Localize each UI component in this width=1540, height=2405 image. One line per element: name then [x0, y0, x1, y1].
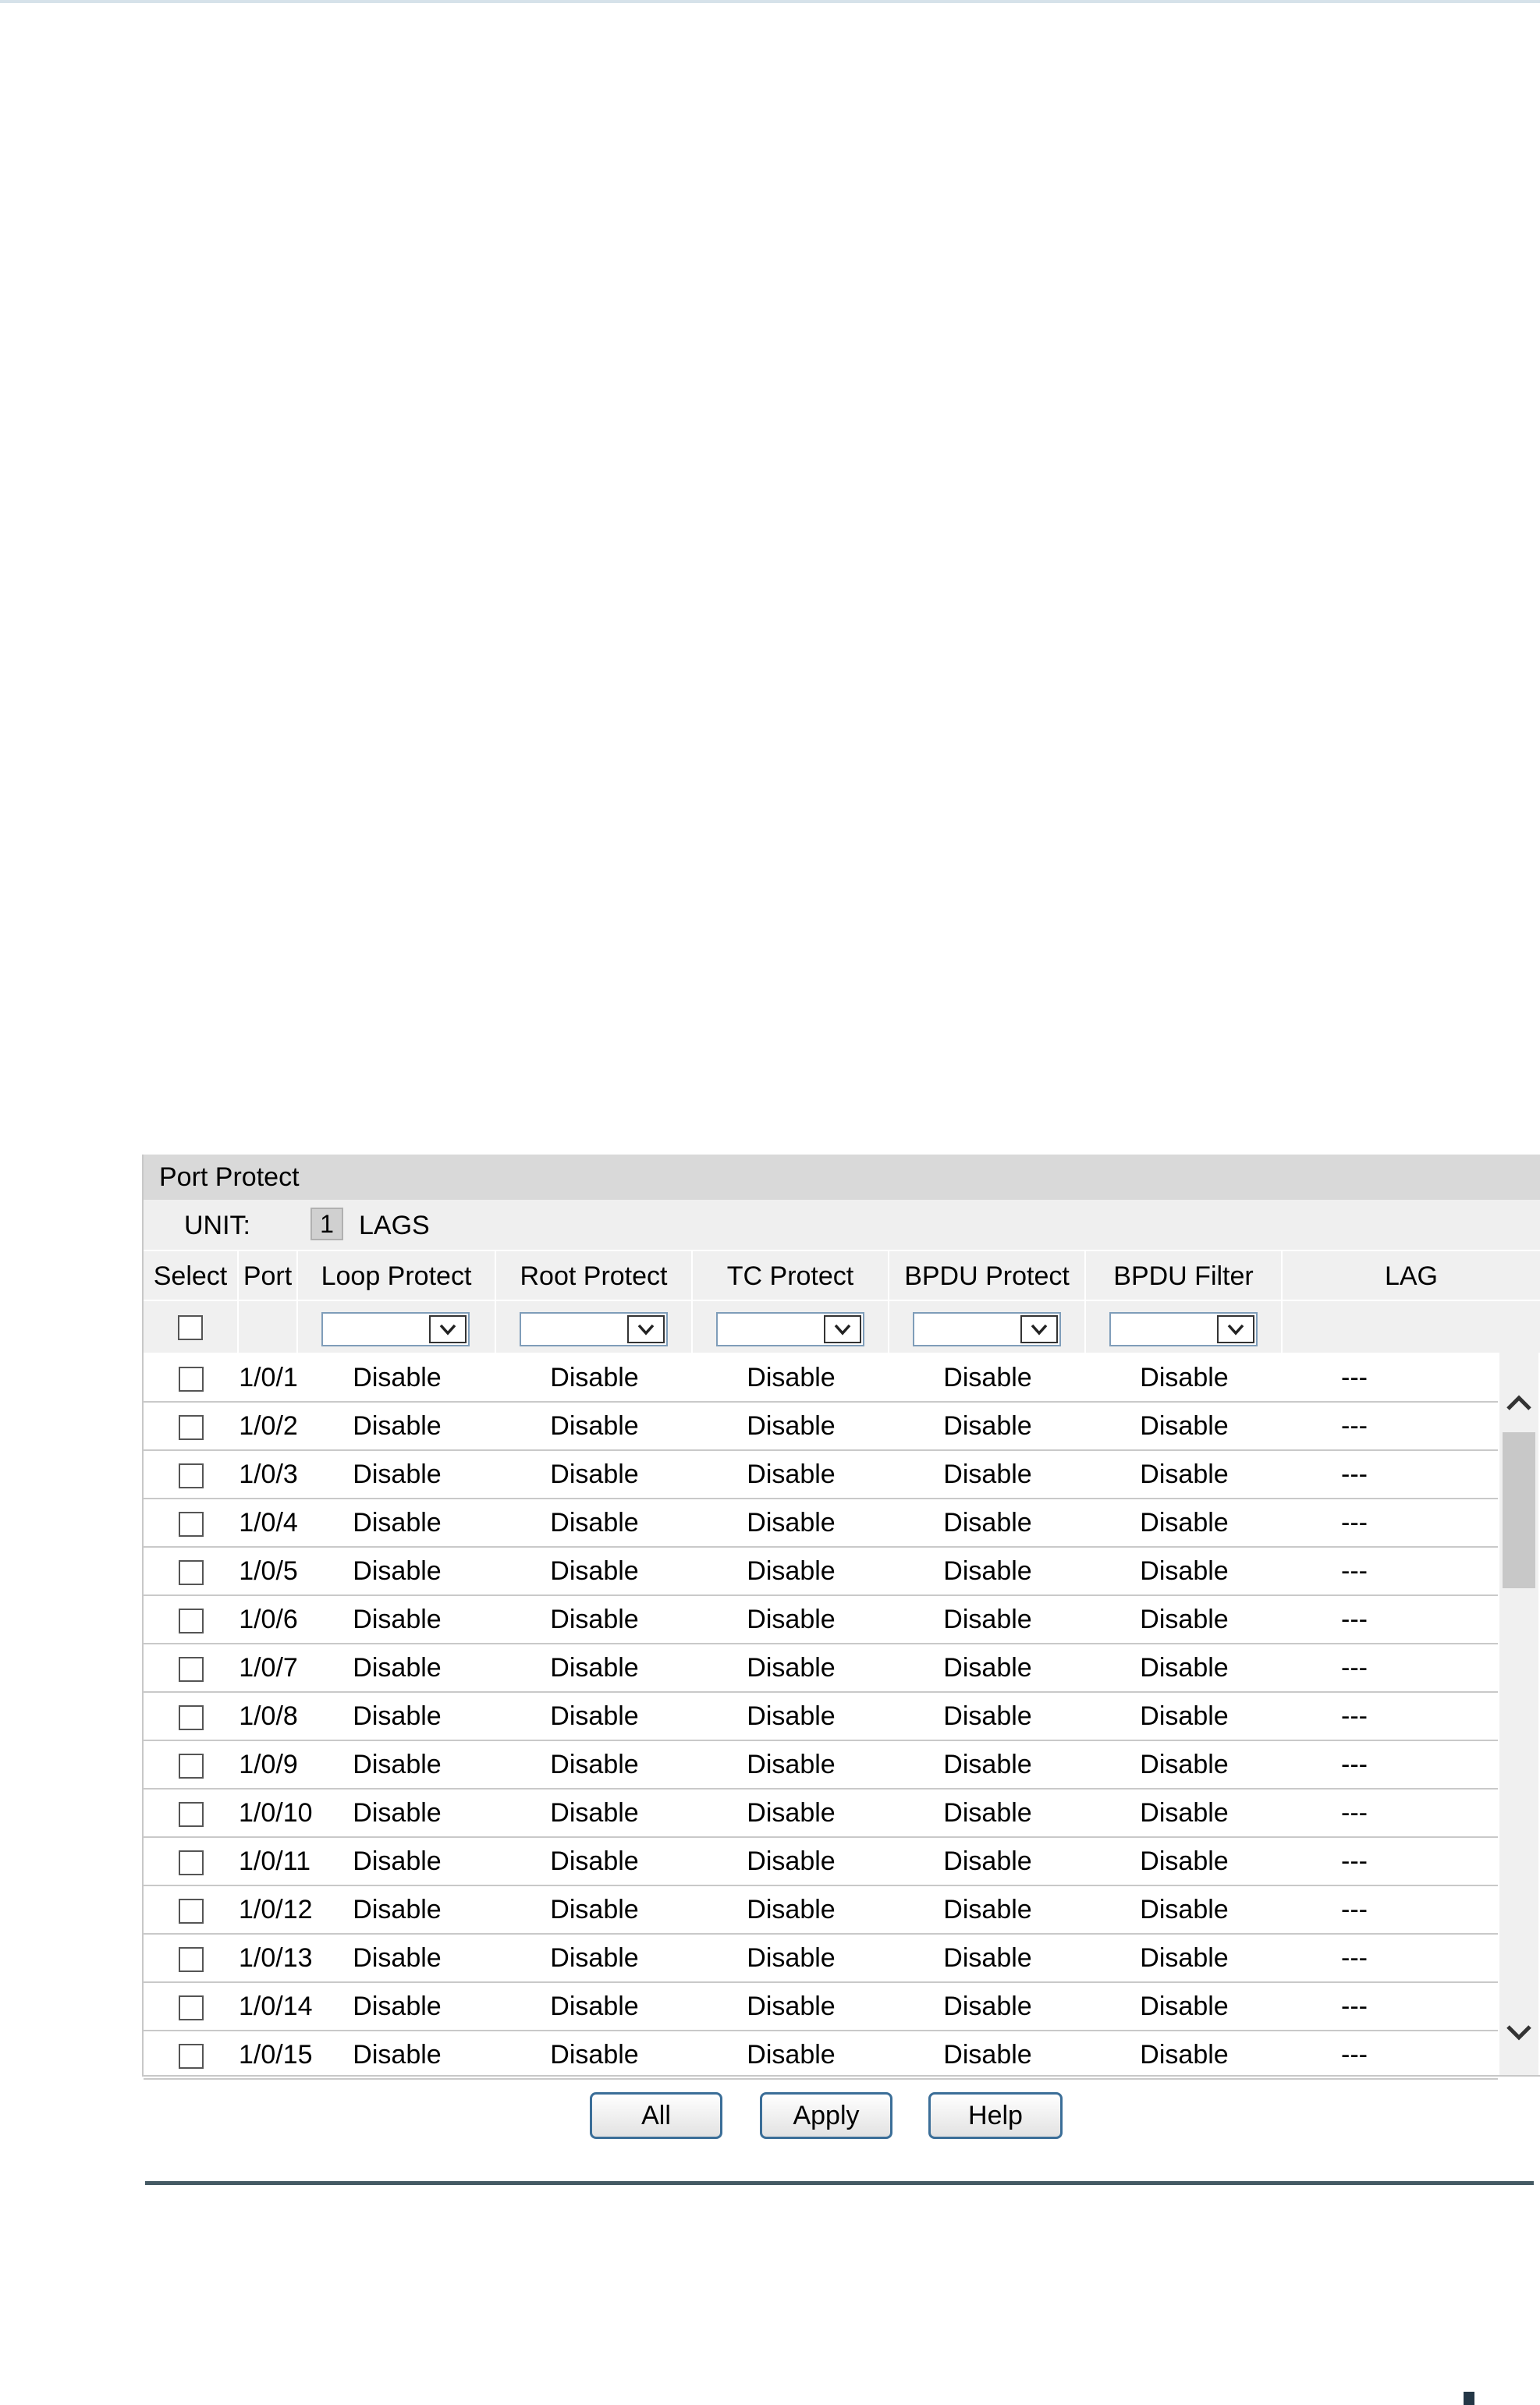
row-checkbox[interactable] [179, 1995, 204, 2020]
row-root-protect: Disable [550, 1605, 639, 1634]
chevron-up-icon[interactable] [1503, 1387, 1535, 1418]
row-bpdu-protect: Disable [943, 1460, 1032, 1489]
row-bpdu-protect: Disable [943, 1653, 1032, 1683]
row-loop-protect: Disable [353, 1846, 442, 1876]
row-lag: --- [1341, 1701, 1368, 1731]
row-bpdu-protect: Disable [943, 1508, 1032, 1538]
table-body [144, 1353, 1540, 2075]
row-root-protect: Disable [550, 1556, 639, 1586]
row-root-protect: Disable [550, 2040, 639, 2070]
row-root-protect: Disable [550, 1460, 639, 1489]
row-lag: --- [1341, 1653, 1368, 1683]
port-protect-panel [142, 1155, 1540, 2077]
row-select-cell [144, 1451, 239, 1498]
row-checkbox[interactable] [179, 1367, 204, 1392]
chevron-down-icon [824, 1315, 861, 1343]
row-port: 1/0/4 [239, 1508, 298, 1538]
row-lag: --- [1341, 2040, 1368, 2070]
row-bpdu-filter: Disable [1140, 1846, 1229, 1876]
row-root-protect: Disable [550, 1653, 639, 1683]
row-tc-protect: Disable [747, 1992, 836, 2021]
chevron-down-icon [429, 1315, 467, 1343]
row-port: 1/0/1 [239, 1363, 298, 1392]
row-lag: --- [1341, 1943, 1368, 1973]
bpdu-protect-select[interactable] [913, 1312, 1061, 1346]
table-row[interactable] [144, 1548, 1498, 1596]
unit-selector-1[interactable]: 1 [310, 1208, 343, 1240]
row-loop-protect: Disable [353, 1653, 442, 1683]
row-checkbox[interactable] [179, 1609, 204, 1633]
unit-row [144, 1200, 1540, 1250]
row-bpdu-protect: Disable [943, 1798, 1032, 1828]
row-loop-protect: Disable [353, 2040, 442, 2070]
row-tc-protect: Disable [747, 1411, 836, 1441]
row-bpdu-protect: Disable [943, 1556, 1032, 1586]
row-select-cell [144, 1644, 239, 1691]
row-checkbox[interactable] [179, 1802, 204, 1827]
header-bpdu-filter: BPDU Filter [1086, 1251, 1283, 1301]
root-protect-filter-cell [496, 1301, 693, 1353]
row-tc-protect: Disable [747, 1653, 836, 1683]
row-loop-protect: Disable [353, 1701, 442, 1731]
row-tc-protect: Disable [747, 1943, 836, 1973]
row-bpdu-filter: Disable [1140, 1750, 1229, 1779]
row-checkbox[interactable] [179, 1512, 204, 1537]
row-lag: --- [1341, 1363, 1368, 1392]
row-loop-protect: Disable [353, 1460, 442, 1489]
scroll-thumb[interactable] [1503, 1432, 1535, 1588]
row-root-protect: Disable [550, 1992, 639, 2021]
row-checkbox[interactable] [179, 1850, 204, 1875]
row-port: 1/0/9 [239, 1750, 298, 1779]
port-filter-cell [239, 1301, 298, 1353]
root-protect-select[interactable] [520, 1312, 668, 1346]
row-checkbox[interactable] [179, 2044, 204, 2069]
row-port: 1/0/13 [239, 1943, 313, 1973]
row-tc-protect: Disable [747, 1556, 836, 1586]
chevron-down-icon [1020, 1315, 1058, 1343]
row-bpdu-filter: Disable [1140, 1943, 1229, 1973]
table-row[interactable] [144, 2031, 1498, 2080]
row-select-cell [144, 1403, 239, 1449]
row-root-protect: Disable [550, 1508, 639, 1538]
row-lag: --- [1341, 1846, 1368, 1876]
table-row[interactable] [144, 1693, 1498, 1741]
row-lag: --- [1341, 1556, 1368, 1586]
row-bpdu-filter: Disable [1140, 1895, 1229, 1924]
row-tc-protect: Disable [747, 1846, 836, 1876]
row-bpdu-protect: Disable [943, 1846, 1032, 1876]
row-checkbox[interactable] [179, 1463, 204, 1488]
table-header [144, 1250, 1540, 1301]
row-bpdu-protect: Disable [943, 1992, 1032, 2021]
panel-title: Port Protect [144, 1155, 1540, 1200]
row-port: 1/0/6 [239, 1605, 298, 1634]
header-select: Select [144, 1251, 239, 1301]
row-root-protect: Disable [550, 1846, 639, 1876]
row-select-cell [144, 1499, 239, 1546]
row-port: 1/0/2 [239, 1411, 298, 1441]
loop-protect-select[interactable] [321, 1312, 470, 1346]
row-checkbox[interactable] [179, 1947, 204, 1972]
row-bpdu-filter: Disable [1140, 1556, 1229, 1586]
row-bpdu-protect: Disable [943, 1701, 1032, 1731]
loop-protect-filter-cell [298, 1301, 496, 1353]
row-lag: --- [1341, 1460, 1368, 1489]
row-loop-protect: Disable [353, 1363, 442, 1392]
row-tc-protect: Disable [747, 1460, 836, 1489]
help-button[interactable]: Help [928, 2092, 1063, 2139]
row-bpdu-protect: Disable [943, 1411, 1032, 1441]
row-root-protect: Disable [550, 1943, 639, 1973]
lags-link[interactable]: LAGS [359, 1211, 430, 1240]
row-loop-protect: Disable [353, 1750, 442, 1779]
row-lag: --- [1341, 1895, 1368, 1924]
table-row[interactable] [144, 1451, 1498, 1499]
row-port: 1/0/7 [239, 1653, 298, 1683]
row-bpdu-filter: Disable [1140, 1411, 1229, 1441]
row-select-cell [144, 1693, 239, 1740]
row-select-cell [144, 1741, 239, 1788]
row-bpdu-protect: Disable [943, 1943, 1032, 1973]
table-row[interactable] [144, 1644, 1498, 1693]
chevron-down-icon[interactable] [1503, 2017, 1535, 2049]
chevron-down-icon [1217, 1315, 1254, 1343]
header-loop-protect: Loop Protect [298, 1251, 496, 1301]
row-tc-protect: Disable [747, 1508, 836, 1538]
tc-protect-select[interactable] [716, 1312, 864, 1346]
row-loop-protect: Disable [353, 1992, 442, 2021]
row-port: 1/0/15 [239, 2040, 313, 2070]
row-select-cell [144, 1596, 239, 1643]
row-tc-protect: Disable [747, 1798, 836, 1828]
row-port: 1/0/10 [239, 1798, 313, 1828]
apply-button[interactable]: Apply [760, 2092, 892, 2139]
row-root-protect: Disable [550, 1750, 639, 1779]
chevron-down-icon [627, 1315, 665, 1343]
row-tc-protect: Disable [747, 1701, 836, 1731]
header-port: Port [239, 1251, 298, 1301]
table-row[interactable] [144, 1741, 1498, 1790]
row-select-cell [144, 1886, 239, 1933]
row-bpdu-filter: Disable [1140, 1798, 1229, 1828]
all-button[interactable]: All [590, 2092, 722, 2139]
row-loop-protect: Disable [353, 1411, 442, 1441]
row-select-cell [144, 1983, 239, 2030]
row-tc-protect: Disable [747, 2040, 836, 2070]
row-checkbox[interactable] [179, 1754, 204, 1779]
top-rule [0, 0, 1540, 3]
row-tc-protect: Disable [747, 1605, 836, 1634]
header-bpdu-protect: BPDU Protect [889, 1251, 1086, 1301]
row-checkbox[interactable] [179, 1705, 204, 1730]
row-bpdu-filter: Disable [1140, 1363, 1229, 1392]
header-tc-protect: TC Protect [693, 1251, 889, 1301]
row-checkbox[interactable] [179, 1657, 204, 1682]
bpdu-filter-select[interactable] [1109, 1312, 1258, 1346]
table-row[interactable] [144, 1886, 1498, 1935]
bottom-rule [145, 2181, 1534, 2185]
header-lag: LAG [1384, 1261, 1439, 1291]
filter-row [144, 1300, 1540, 1353]
row-root-protect: Disable [550, 1798, 639, 1828]
corner-mark [1464, 2392, 1474, 2405]
row-port: 1/0/14 [239, 1992, 313, 2021]
row-port: 1/0/3 [239, 1460, 298, 1489]
row-bpdu-protect: Disable [943, 2040, 1032, 2070]
row-select-cell [144, 1790, 239, 1836]
unit-label: UNIT: [184, 1211, 250, 1240]
row-port: 1/0/11 [239, 1846, 311, 1876]
header-root-protect: Root Protect [496, 1251, 693, 1301]
row-checkbox[interactable] [179, 1415, 204, 1440]
lag-filter-cell [1283, 1301, 1540, 1353]
table-scrollbar[interactable] [1499, 1353, 1538, 2075]
row-tc-protect: Disable [747, 1895, 836, 1924]
row-bpdu-filter: Disable [1140, 1653, 1229, 1683]
tc-protect-filter-cell [693, 1301, 889, 1353]
row-root-protect: Disable [550, 1895, 639, 1924]
row-loop-protect: Disable [353, 1605, 442, 1634]
table-row[interactable] [144, 1790, 1498, 1838]
row-lag: --- [1341, 1798, 1368, 1828]
table-row[interactable] [144, 1596, 1498, 1644]
bpdu-protect-filter-cell [889, 1301, 1086, 1353]
row-bpdu-protect: Disable [943, 1750, 1032, 1779]
row-bpdu-filter: Disable [1140, 1701, 1229, 1731]
row-root-protect: Disable [550, 1411, 639, 1441]
row-bpdu-filter: Disable [1140, 2040, 1229, 2070]
row-checkbox[interactable] [179, 1899, 204, 1924]
row-tc-protect: Disable [747, 1750, 836, 1779]
row-select-cell [144, 2031, 239, 2078]
row-bpdu-protect: Disable [943, 1363, 1032, 1392]
row-port: 1/0/5 [239, 1556, 298, 1586]
row-select-cell [144, 1935, 239, 1981]
row-checkbox[interactable] [179, 1560, 204, 1585]
row-lag: --- [1341, 1750, 1368, 1779]
table-row[interactable] [144, 1354, 1498, 1403]
row-port: 1/0/8 [239, 1701, 298, 1731]
row-loop-protect: Disable [353, 1943, 442, 1973]
table-row[interactable] [144, 1403, 1498, 1451]
row-lag: --- [1341, 1411, 1368, 1441]
table-row[interactable] [144, 1935, 1498, 1983]
select-all-cell [144, 1301, 239, 1353]
row-loop-protect: Disable [353, 1556, 442, 1586]
row-bpdu-protect: Disable [943, 1605, 1032, 1634]
table-row[interactable] [144, 1499, 1498, 1548]
row-loop-protect: Disable [353, 1895, 442, 1924]
row-loop-protect: Disable [353, 1508, 442, 1538]
row-lag: --- [1341, 1508, 1368, 1538]
bpdu-filter-filter-cell [1086, 1301, 1283, 1353]
row-root-protect: Disable [550, 1363, 639, 1392]
row-lag: --- [1341, 1992, 1368, 2021]
row-bpdu-filter: Disable [1140, 1460, 1229, 1489]
table-row[interactable] [144, 1983, 1498, 2031]
table-row[interactable] [144, 1838, 1498, 1886]
row-root-protect: Disable [550, 1701, 639, 1731]
row-bpdu-filter: Disable [1140, 1992, 1229, 2021]
row-select-cell [144, 1838, 239, 1885]
select-all-checkbox[interactable] [178, 1315, 203, 1340]
row-bpdu-protect: Disable [943, 1895, 1032, 1924]
row-port: 1/0/12 [239, 1895, 313, 1924]
row-lag: --- [1341, 1605, 1368, 1634]
row-loop-protect: Disable [353, 1798, 442, 1828]
row-select-cell [144, 1548, 239, 1594]
row-bpdu-filter: Disable [1140, 1508, 1229, 1538]
row-tc-protect: Disable [747, 1363, 836, 1392]
row-select-cell [144, 1354, 239, 1401]
row-bpdu-filter: Disable [1140, 1605, 1229, 1634]
